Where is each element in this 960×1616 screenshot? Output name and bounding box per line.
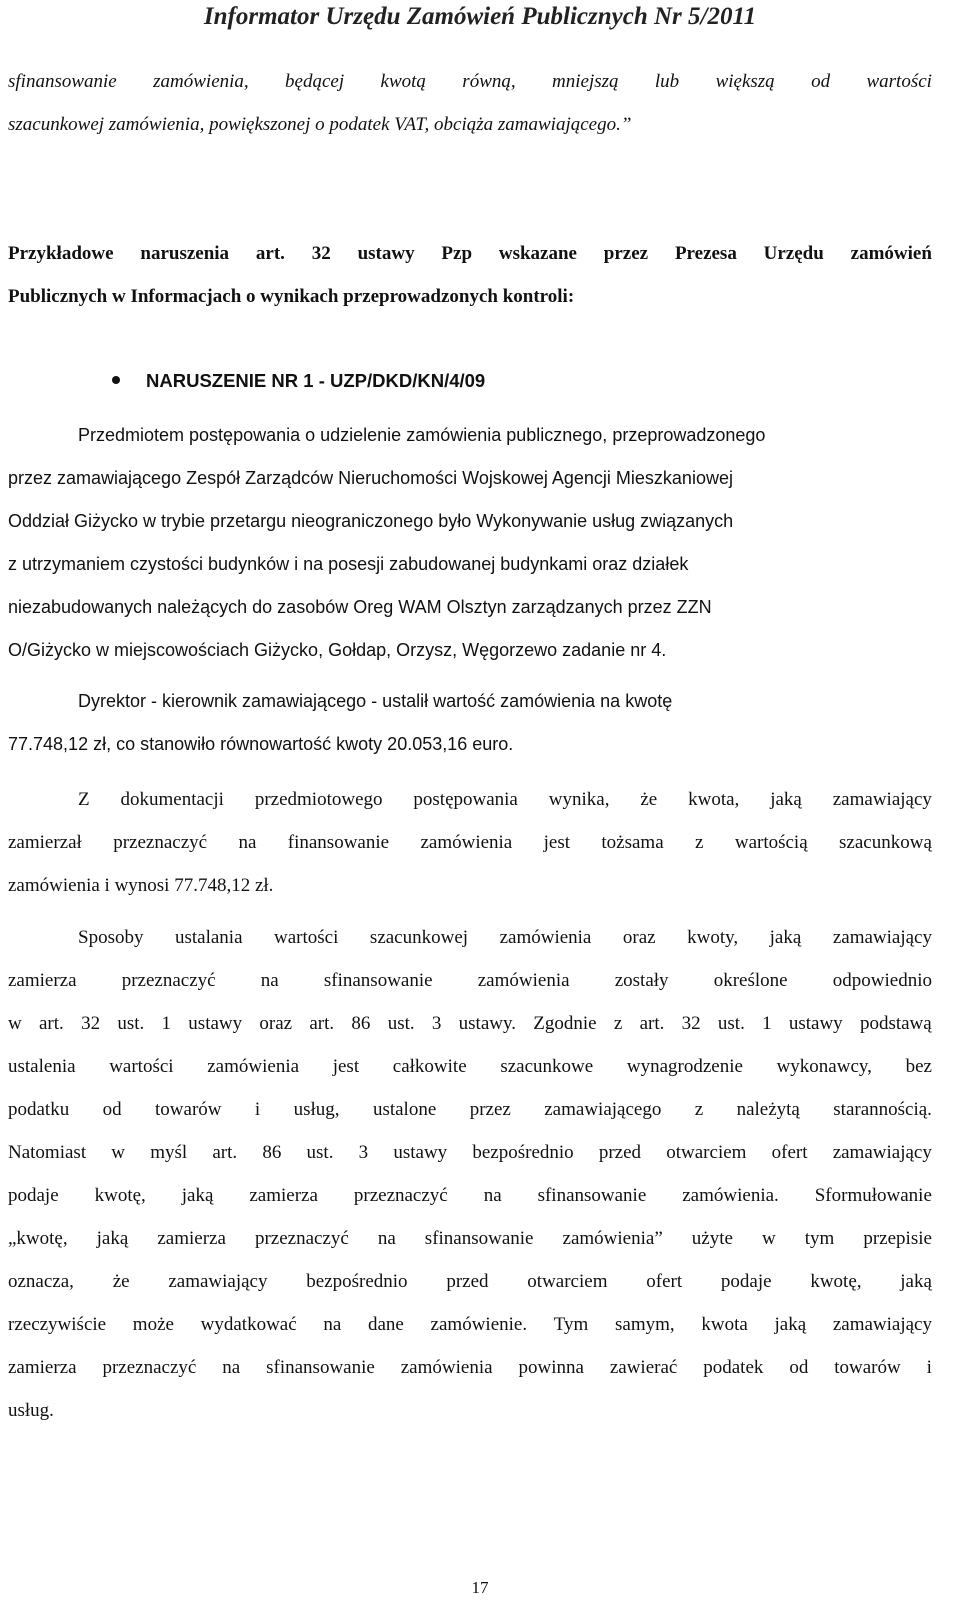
documentation-word: finansowanie — [287, 832, 390, 853]
methods-line — [8, 1131, 932, 1174]
methods-word: Sformułowanie — [814, 1185, 932, 1206]
methods-word: jaką — [96, 1228, 129, 1249]
methods-word: 32 — [681, 1013, 701, 1034]
methods-word: ustawy — [188, 1013, 243, 1034]
methods-word: ustawy — [393, 1142, 448, 1163]
methods-word: 3 — [431, 1013, 442, 1034]
documentation-word: że — [640, 789, 658, 810]
intro-word: kwotą — [380, 71, 426, 92]
methods-word: od — [789, 1357, 809, 1378]
intro-word: zamówienia, — [153, 71, 249, 92]
methods-word: art. — [39, 1013, 64, 1034]
documentation-line-1 — [8, 778, 932, 821]
documentation-word: zamówienia — [420, 832, 513, 853]
methods-word: sfinansowanie — [537, 1185, 647, 1206]
methods-word: zamierza — [249, 1185, 318, 1206]
documentation-word: zamierzał — [8, 832, 82, 853]
methods-line — [8, 1217, 932, 1260]
methods-word: tym — [804, 1228, 835, 1249]
methods-word: w — [111, 1142, 126, 1163]
methods-word: Sposoby — [78, 927, 144, 948]
methods-word: towarów — [834, 1357, 901, 1378]
page-number: 17 — [471, 1578, 489, 1597]
methods-word: 86 — [351, 1013, 371, 1034]
methods-word: bezpośrednio — [472, 1142, 574, 1163]
methods-word: jaką — [900, 1271, 932, 1292]
intro-word: będącej — [285, 71, 345, 92]
methods-word: przepisie — [863, 1228, 932, 1249]
documentation-word: wartością — [734, 832, 808, 853]
methods-word: ustalania — [174, 927, 243, 948]
methods-line — [8, 1002, 932, 1045]
methods-line — [8, 916, 932, 959]
methods-line — [8, 1346, 932, 1389]
methods-word: zamówienia — [499, 927, 592, 948]
methods-word: przed — [598, 1142, 642, 1163]
methods-word: art. — [309, 1013, 335, 1034]
subject-line: niezabudowanych należących do zasobów Oreg WAM Olsztyn zarządzanych przez ZZN — [8, 597, 712, 617]
methods-word: i — [254, 1099, 261, 1120]
methods-word: od — [102, 1099, 122, 1120]
value-paragraph — [8, 680, 932, 766]
heading-word: naruszenia — [140, 243, 230, 264]
methods-word: wykonawcy, — [776, 1056, 872, 1077]
methods-word: odpowiednio — [832, 970, 932, 991]
methods-word: usług, — [293, 1099, 340, 1120]
violation-label: NARUSZENIE NR 1 - UZP/DKD/KN/4/09 — [146, 370, 486, 391]
documentation-word: tożsama — [601, 832, 664, 853]
methods-word: że — [112, 1271, 130, 1292]
methods-word: zamawiający — [168, 1271, 268, 1292]
methods-word: zamawiający — [832, 1142, 932, 1163]
methods-word: kwotę, — [94, 1185, 146, 1206]
documentation-word: kwota, — [688, 789, 740, 810]
subject-line: z utrzymaniem czystości budynków i na posesji zabudowanej budynkami oraz działek — [8, 554, 689, 574]
methods-word: zawierać — [609, 1357, 678, 1378]
methods-word: myśl — [150, 1142, 188, 1163]
heading-word: Prezesa — [674, 243, 737, 264]
documentation-word: jaką — [770, 789, 802, 810]
section-heading — [8, 232, 932, 318]
intro-word: większą — [715, 71, 775, 92]
heading-word: Przykładowe — [8, 243, 114, 264]
methods-word: zamówienia — [207, 1056, 300, 1077]
violation-bullet — [112, 366, 485, 396]
methods-word: podatek — [703, 1357, 764, 1378]
methods-word: podatku — [8, 1099, 70, 1120]
methods-word: zostały — [614, 970, 669, 991]
documentation-line-2 — [8, 821, 932, 864]
methods-word: jaką — [774, 1314, 807, 1335]
intro-word: mniejszą — [552, 71, 619, 92]
methods-word: zamówienia — [400, 1357, 493, 1378]
methods-word: 1 — [762, 1013, 772, 1034]
methods-word: zamówienia” — [562, 1228, 663, 1249]
methods-paragraph — [8, 916, 932, 1432]
methods-word: z — [613, 1013, 623, 1034]
methods-word: dane — [367, 1314, 404, 1335]
methods-word: określone — [713, 970, 788, 991]
methods-word: 1 — [161, 1013, 172, 1034]
documentation-word: szacunkową — [839, 832, 932, 853]
methods-word: kwoty, — [687, 927, 739, 948]
subject-line: Oddział Giżycko w trybie przetargu nieograniczonego było Wykonywanie usług związanych — [8, 511, 734, 531]
methods-word: przed — [446, 1271, 489, 1292]
documentation-paragraph — [8, 778, 932, 907]
heading-word: wskazane — [498, 243, 577, 264]
methods-word: przeznaczyć — [102, 1357, 197, 1378]
methods-word: podstawą — [859, 1013, 932, 1034]
methods-word: otwarciem — [527, 1271, 608, 1292]
methods-word: ustalone — [372, 1099, 437, 1120]
methods-last-line: usług. — [8, 1400, 54, 1421]
documentation-word: wynika, — [548, 789, 610, 810]
methods-word: należytą — [736, 1099, 800, 1120]
documentation-word: na — [238, 832, 257, 853]
methods-word: oznacza, — [8, 1271, 74, 1292]
methods-word: zamierza — [8, 970, 77, 991]
intro-word: równą, — [462, 71, 516, 92]
section-heading-line-1 — [8, 232, 932, 275]
heading-word: 32 — [311, 243, 331, 264]
methods-word: ofert — [771, 1142, 808, 1163]
documentation-word: zamawiający — [832, 789, 932, 810]
methods-word: zamawiający — [832, 927, 932, 948]
heading-word: ustawy — [357, 243, 415, 264]
value-line: 77.748,12 zł, co stanowiło równowartość kwoty 20.053,16 euro. — [8, 734, 514, 754]
methods-word: użyte — [691, 1228, 733, 1249]
methods-word: przeznaczyć — [254, 1228, 349, 1249]
methods-word: sfinansowanie — [266, 1357, 375, 1378]
methods-word: wydatkować — [200, 1314, 297, 1335]
methods-word: przeznaczyć — [353, 1185, 448, 1206]
methods-line — [8, 959, 932, 1002]
methods-word: na — [323, 1314, 342, 1335]
methods-word: „kwotę, — [8, 1228, 68, 1249]
heading-word: przez — [603, 243, 649, 264]
methods-word: bez — [905, 1056, 932, 1077]
methods-line — [8, 1174, 932, 1217]
methods-word: przez — [469, 1099, 511, 1120]
documentation-word: dokumentacji — [120, 789, 224, 810]
methods-word: Natomiast — [8, 1142, 87, 1163]
intro-word: lub — [654, 71, 680, 92]
documentation-word: postępowania — [413, 789, 518, 810]
methods-word: samym, — [615, 1314, 675, 1335]
methods-word: art. — [212, 1142, 238, 1163]
methods-word: kwotę, — [810, 1271, 862, 1292]
documentation-word: jest — [543, 832, 571, 853]
methods-word: wartości — [274, 927, 339, 948]
methods-word: 32 — [81, 1013, 101, 1034]
heading-word: zamówień — [850, 243, 932, 264]
documentation-word: z — [695, 832, 704, 853]
intro-line-2: szacunkowej zamówienia, powiększonej o podatek VAT, obciąża zamawiającego.” — [8, 114, 632, 135]
methods-word: zamówienie. — [430, 1314, 528, 1335]
methods-word: podaje — [720, 1271, 772, 1292]
methods-word: ustawy — [788, 1013, 843, 1034]
documentation-word: przedmiotowego — [254, 789, 383, 810]
methods-word: Zgodnie — [533, 1013, 597, 1034]
methods-line — [8, 1303, 932, 1346]
methods-word: zamówienia — [477, 970, 570, 991]
methods-word: 3 — [358, 1142, 369, 1163]
methods-word: Tym — [553, 1314, 589, 1335]
methods-word: szacunkowej — [369, 927, 469, 948]
value-line: Dyrektor - kierownik zamawiającego - ustalił wartość zamówienia na kwotę — [78, 691, 673, 711]
methods-word: bezpośrednio — [306, 1271, 408, 1292]
methods-line — [8, 1045, 932, 1088]
methods-word: z — [694, 1099, 704, 1120]
methods-word: na — [483, 1185, 502, 1206]
methods-word: art. — [639, 1013, 665, 1034]
subject-line: O/Giżycko w miejscowościach Giżycko, Gołdap, Orzysz, Węgorzewo zadanie nr 4. — [8, 640, 667, 660]
methods-word: towarów — [155, 1099, 222, 1120]
methods-word: i — [926, 1357, 932, 1378]
methods-word: podaje — [8, 1185, 59, 1206]
methods-word: rzeczywiście — [8, 1314, 107, 1335]
methods-word: na — [260, 970, 279, 991]
running-header: Informator Urzędu Zamówień Publicznych Nr 5/2011 — [203, 3, 757, 30]
methods-word: ust. — [117, 1013, 145, 1034]
documentation-word: przeznaczyć — [113, 832, 208, 853]
intro-word: sfinansowanie — [8, 71, 117, 92]
methods-word: zamawiającego — [544, 1099, 662, 1120]
heading-word: art. — [255, 243, 285, 264]
methods-word: zamówienia. — [682, 1185, 779, 1206]
methods-word: wynagrodzenie — [626, 1056, 743, 1077]
methods-word: przeznaczyć — [121, 970, 216, 991]
methods-word: zamawiający — [832, 1314, 932, 1335]
methods-word: na — [222, 1357, 241, 1378]
bullet-icon — [112, 376, 120, 384]
methods-word: ofert — [646, 1271, 683, 1292]
methods-word: wartości — [109, 1056, 174, 1077]
heading-word: Urzędu — [763, 243, 824, 264]
documentation-line-3: zamówienia i wynosi 77.748,12 zł. — [8, 875, 274, 896]
methods-line — [8, 1260, 932, 1303]
methods-word: kwota — [701, 1314, 748, 1335]
methods-word: powinna — [518, 1357, 584, 1378]
methods-word: ust. — [306, 1142, 334, 1163]
methods-word: jaką — [181, 1185, 214, 1206]
methods-word: sfinansowanie — [424, 1228, 534, 1249]
methods-word: zamierza — [8, 1357, 77, 1378]
intro-paragraph — [8, 60, 932, 146]
methods-word: na — [377, 1228, 396, 1249]
intro-word: od — [811, 71, 831, 92]
methods-word: oraz — [259, 1013, 293, 1034]
methods-word: 86 — [262, 1142, 282, 1163]
methods-line — [8, 1088, 932, 1131]
methods-word: zamierza — [157, 1228, 226, 1249]
methods-word: otwarciem — [666, 1142, 747, 1163]
methods-word: oraz — [622, 927, 656, 948]
subject-line: Przedmiotem postępowania o udzielenie zamówienia publicznego, przeprowadzonego — [78, 425, 766, 445]
methods-word: szacunkowe — [500, 1056, 594, 1077]
methods-word: starannością. — [833, 1099, 932, 1120]
methods-word: może — [132, 1314, 174, 1335]
methods-word: w — [8, 1013, 22, 1034]
documentation-word: Z — [78, 789, 90, 810]
methods-word: sfinansowanie — [323, 970, 433, 991]
methods-word: w — [761, 1228, 776, 1249]
subject-paragraph — [8, 414, 932, 672]
methods-word: całkowite — [392, 1056, 467, 1077]
heading-word: Pzp — [441, 243, 473, 264]
intro-line-1 — [8, 60, 932, 103]
subject-line: przez zamawiającego Zespół Zarządców Nieruchomości Wojskowej Agencji Mieszkaniowej — [8, 468, 733, 488]
methods-word: jest — [332, 1056, 360, 1077]
methods-word: ust. — [717, 1013, 745, 1034]
methods-word: ust. — [387, 1013, 415, 1034]
methods-word: jaką — [769, 927, 802, 948]
intro-word: wartości — [866, 71, 932, 92]
section-heading-line-2: Publicznych w Informacjach o wynikach przeprowadzonych kontroli: — [8, 286, 575, 307]
methods-word: ustalenia — [8, 1056, 76, 1077]
methods-word: ustawy. — [458, 1013, 516, 1034]
